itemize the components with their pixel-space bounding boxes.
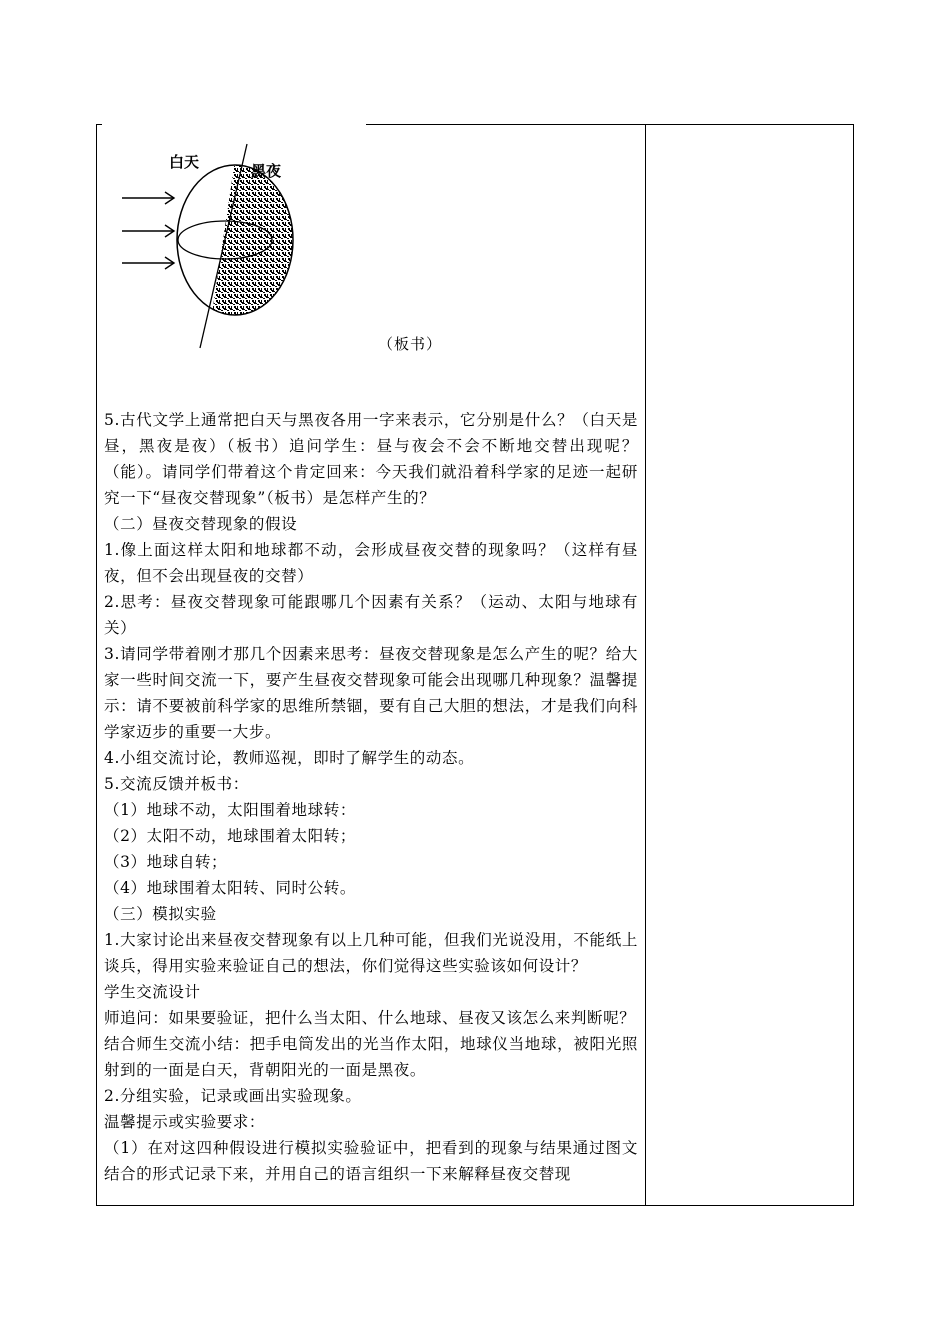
night-label: 黑夜	[251, 162, 282, 180]
table-top-border-right	[366, 124, 854, 125]
list-item: （1）地球不动，太阳围着地球转：	[104, 801, 356, 819]
section-heading: （二）昼夜交替现象的假设	[104, 515, 298, 533]
table-bottom-border	[96, 1205, 854, 1206]
paragraph: 3.请同学带着刚才那几个因素来思考：昼夜交替现象是怎么产生的呢？给大家一些时间交流一下，要产生昼夜交替现象可能会出现哪几种现象？温馨提示：请不要被前科学家的思维所禁锢，要有自己大胆的想法，才是我们向科学家迈步的重要一大步。	[104, 645, 638, 741]
paragraph: 5.古代文学上通常把白天与黑夜各用一字来表示，它分别是什么？（白天是昼，黑夜是夜）（板书）追问学生：昼与夜会不会不断地交替出现呢？（能）。请同学们带着这个肯定回来：今天我们就沿着科学家的足迹一起研究一下“昼夜交替现象”（板书）是怎样产生的？	[104, 411, 638, 507]
day-night-diagram	[110, 140, 340, 360]
paragraph: 温馨提示或实验要求：	[104, 1113, 266, 1131]
section-heading: （三）模拟实验	[104, 905, 217, 923]
table-right-border	[853, 124, 854, 1206]
paragraph: 结合师生交流小结：把手电筒发出的光当作太阳，地球仪当地球，被阳光照射到的一面是白天，背朝阳光的一面是黑夜。	[104, 1035, 638, 1079]
paragraph: 师追问：如果要验证，把什么当太阳、什么地球、昼夜又该怎么来判断呢？	[104, 1009, 636, 1027]
paragraph: 1.大家讨论出来昼夜交替现象有以上几种可能，但我们光说没用，不能纸上谈兵，得用实验来验证自己的想法，你们觉得这些实验该如何设计？	[104, 931, 638, 975]
paragraph: 2.分组实验，记录或画出实验现象。	[104, 1087, 362, 1105]
paragraph: 5.交流反馈并板书：	[104, 775, 249, 793]
paragraph: 2.思考：昼夜交替现象可能跟哪几个因素有关系？（运动、太阳与地球有关）	[104, 593, 638, 637]
table-left-border	[96, 124, 97, 1206]
paragraph: 学生交流设计	[104, 983, 201, 1001]
day-label: 白天	[169, 153, 200, 171]
lesson-content	[104, 407, 638, 1187]
earth-illustration	[110, 140, 340, 360]
paragraph: 4.小组交流讨论，教师巡视，即时了解学生的动态。	[104, 749, 475, 767]
paragraph: 1.像上面这样太阳和地球都不动，会形成昼夜交替的现象吗？（这样有昼夜，但不会出现昼夜的交替）	[104, 541, 638, 585]
sunlight-arrows	[122, 192, 174, 269]
list-item: （3）地球自转；	[104, 853, 228, 871]
blackboard-caption: （板书）	[378, 335, 443, 353]
table-divider	[645, 124, 646, 1206]
list-item: （4）地球围着太阳转、同时公转。	[104, 879, 356, 897]
paragraph: （1）在对这四种假设进行模拟实验验证中，把看到的现象与结果通过图文结合的形式记录下来，并用自己的语言组织一下来解释昼夜交替现	[104, 1139, 638, 1183]
list-item: （2）太阳不动，地球围着太阳转；	[104, 827, 356, 845]
